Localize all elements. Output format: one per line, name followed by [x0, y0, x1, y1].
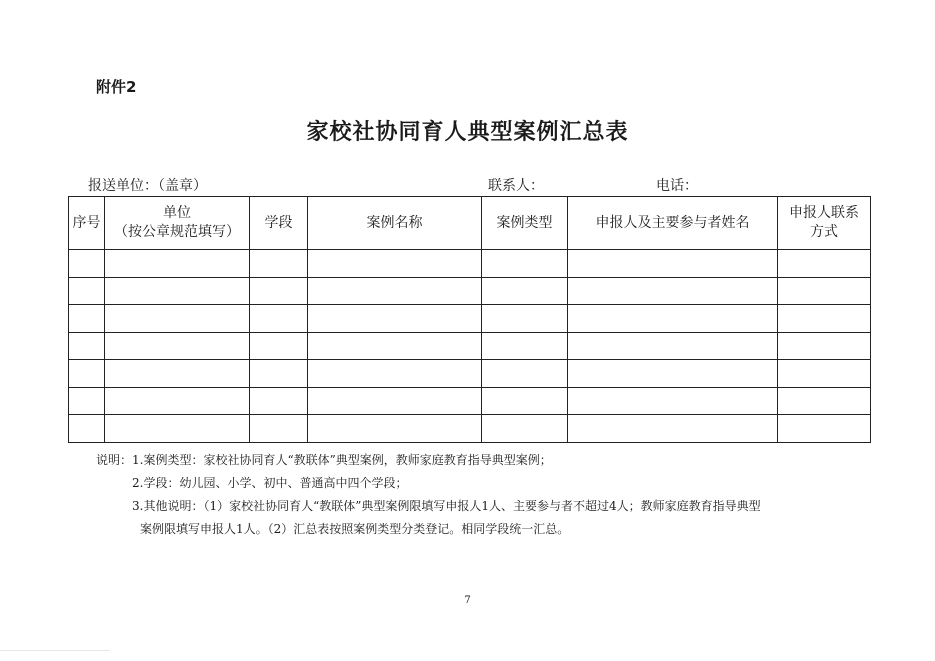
table-cell: [308, 277, 482, 305]
header-stage: 学段: [250, 197, 308, 250]
table-cell: [308, 415, 482, 443]
header-applicants: 申报人及主要参与者姓名: [568, 197, 778, 250]
table-body: [69, 250, 871, 443]
table-cell: [308, 332, 482, 360]
table-cell: [568, 277, 778, 305]
table-row: [69, 277, 871, 305]
table-cell: [778, 387, 871, 415]
table-cell: [105, 387, 250, 415]
table-header-row: [69, 197, 871, 250]
table-cell: [778, 360, 871, 388]
table-cell: [308, 305, 482, 333]
table-cell: [778, 332, 871, 360]
header-contact: [778, 197, 871, 250]
table-cell: [308, 387, 482, 415]
note-line-4: 案例限填写申报人1人。（2）汇总表按照案例类型分类登记。相同学段统一汇总。: [140, 522, 570, 536]
table-cell: [69, 250, 105, 278]
table-cell: [105, 360, 250, 388]
table-cell: [250, 387, 308, 415]
case-summary-table: [68, 196, 871, 443]
table-cell: [308, 360, 482, 388]
note-line-1: 说明：1.案例类型：家校社协同育人“教联体”典型案例，教师家庭教育指导典型案例；: [96, 453, 552, 467]
table-cell: [105, 305, 250, 333]
table-cell: [69, 415, 105, 443]
attachment-label: 附件2: [96, 78, 137, 96]
table-cell: [105, 250, 250, 278]
table-cell: [778, 415, 871, 443]
table-cell: [778, 305, 871, 333]
table-row: [69, 305, 871, 333]
table-row: [69, 332, 871, 360]
table-cell: [69, 387, 105, 415]
table-cell: [482, 387, 568, 415]
table-cell: [482, 277, 568, 305]
table-cell: [568, 332, 778, 360]
table-cell: [568, 415, 778, 443]
table-cell: [250, 250, 308, 278]
table-row: [69, 360, 871, 388]
table-cell: [250, 332, 308, 360]
phone-label: 电话：: [656, 178, 698, 194]
table-cell: [568, 250, 778, 278]
header-unit: [105, 197, 250, 250]
table-cell: [105, 415, 250, 443]
table-cell: [482, 360, 568, 388]
table-cell: [69, 277, 105, 305]
contact-person-label: 联系人：: [488, 178, 544, 194]
table-cell: [69, 360, 105, 388]
table-cell: [250, 277, 308, 305]
table-cell: [778, 277, 871, 305]
table-row: [69, 250, 871, 278]
table-cell: [568, 387, 778, 415]
notes-section: [96, 449, 761, 541]
table-cell: [568, 305, 778, 333]
note-line-2: 2.学段：幼儿园、小学、初中、普通高中四个学段；: [132, 476, 408, 490]
page-title: 家校社协同育人典型案例汇总表: [306, 119, 629, 145]
table-cell: [69, 332, 105, 360]
table-cell: [778, 250, 871, 278]
table-row: [69, 415, 871, 443]
table-cell: [482, 415, 568, 443]
page-number: 7: [464, 595, 471, 606]
table-cell: [69, 305, 105, 333]
table-cell: [482, 250, 568, 278]
note-line-3: 3.其他说明：（1）家校社协同育人“教联体”典型案例限填写申报人1人、主要参与者不超过4人；教师家庭教育指导典型: [132, 499, 761, 513]
table-cell: [105, 277, 250, 305]
table-cell: [105, 332, 250, 360]
header-case-name: 案例名称: [308, 197, 482, 250]
table-cell: [482, 332, 568, 360]
header-case-type: 案例类型: [482, 197, 568, 250]
header-unit-line1: 单位: [163, 205, 191, 221]
table-cell: [250, 360, 308, 388]
table-row: [69, 387, 871, 415]
header-seq: 序号: [69, 197, 105, 250]
table-cell: [568, 360, 778, 388]
table-cell: [482, 305, 568, 333]
table-cell: [308, 250, 482, 278]
header-contact-line2: 方式: [810, 224, 838, 240]
table-cell: [250, 415, 308, 443]
submitting-unit-label: 报送单位：（盖章）: [88, 178, 207, 194]
scan-edge-line: [0, 650, 110, 651]
header-contact-line1: 申报人联系: [789, 205, 859, 221]
table-cell: [250, 305, 308, 333]
header-unit-line2: （按公章规范填写）: [114, 224, 240, 240]
